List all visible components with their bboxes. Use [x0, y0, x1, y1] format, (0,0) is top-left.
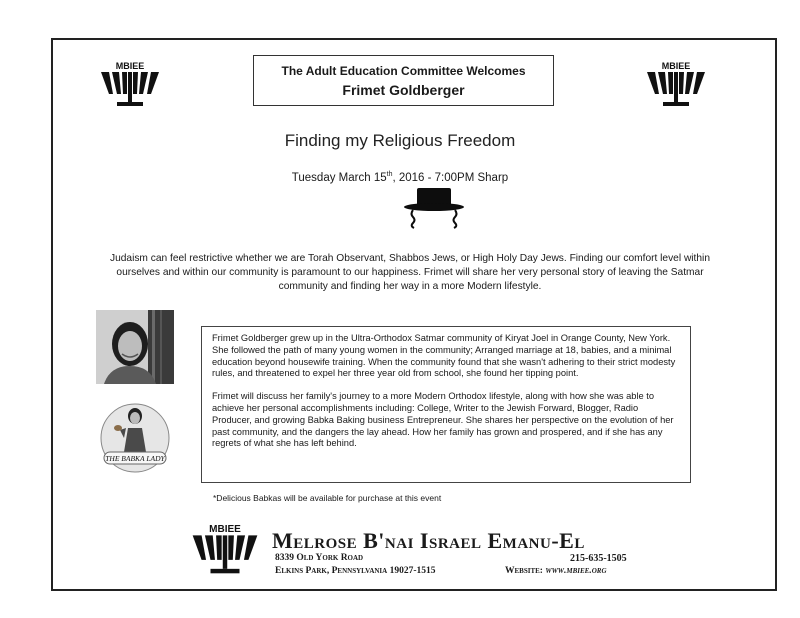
address-city: Elkins Park, Pennsylvania 19027-1515	[275, 566, 436, 576]
header-committee-line: The Adult Education Committee Welcomes	[281, 64, 526, 78]
menorah-logo-footer	[188, 522, 262, 580]
babka-lady-logo	[98, 398, 172, 478]
phone-number: 215-635-1505	[570, 553, 627, 564]
header-speaker-name: Frimet Goldberger	[342, 82, 465, 98]
header-box	[253, 55, 554, 106]
website-link[interactable]: www.mbiee.org	[545, 566, 607, 576]
svg-text:THE BABKA LADY: THE BABKA LADY	[105, 454, 165, 463]
website: Website: www.mbiee.org	[505, 566, 607, 576]
intro-paragraph: Judaism can feel restrictive whether we are Torah Observant, Shabbos Jews, or High Holy Day Jews. Finding our comfort level within ourselves and within our community is paramount to our happiness. Frimet will share her very personal story of leaving the Satmar community and finding her way in a more Modern lifestyle.	[109, 253, 710, 292]
svg-text:MBIEE: MBIEE	[115, 61, 145, 71]
event-title: Finding my Religious Freedom	[284, 131, 516, 150]
svg-text:MBIEE: MBIEE	[661, 61, 691, 71]
bio-box	[201, 326, 691, 483]
menorah-logo-right	[643, 60, 709, 112]
hat-icon	[403, 186, 465, 237]
babka-note: *Delicious Babkas will be available for purchase at this event	[213, 493, 442, 503]
address-street: 8339 Old York Road	[275, 553, 364, 563]
speaker-photo	[96, 310, 174, 384]
synagogue-name: Melrose B'nai Israel Emanu-El	[272, 528, 585, 553]
event-date: Tuesday March 15th, 2016 - 7:00PM Sharp	[291, 171, 509, 184]
svg-text:MBIEE: MBIEE	[209, 524, 241, 536]
menorah-logo-left	[97, 60, 163, 112]
bio-paragraph-1: Frimet Goldberger grew up in the Ultra-Orthodox Satmar community of Kiryat Joel in Orange County, New York. She followed the path of many young women in the community; Arranged marriage at 18, babies, and a minimal education beyond housewife training. When the community found that she wasn't adhering to their strict modesty rules, and threatened to expel her three year old from school, she found her tipping point.	[212, 333, 676, 379]
bio-paragraph-2: Frimet will discuss her family's journey to a more Modern Orthodox lifestyle, along with how she was able to achieve her personal accomplishments including: College, Writer to the Jewish Forward, Blogger, Radio Producer, and growing Babka Baking business Entrepreneur. She shares her perspective on the evolution of her past community, and the dangers the lay ahead. How her family has grown and prospered, and if she has any regrets of what she has left behind.	[212, 391, 674, 449]
